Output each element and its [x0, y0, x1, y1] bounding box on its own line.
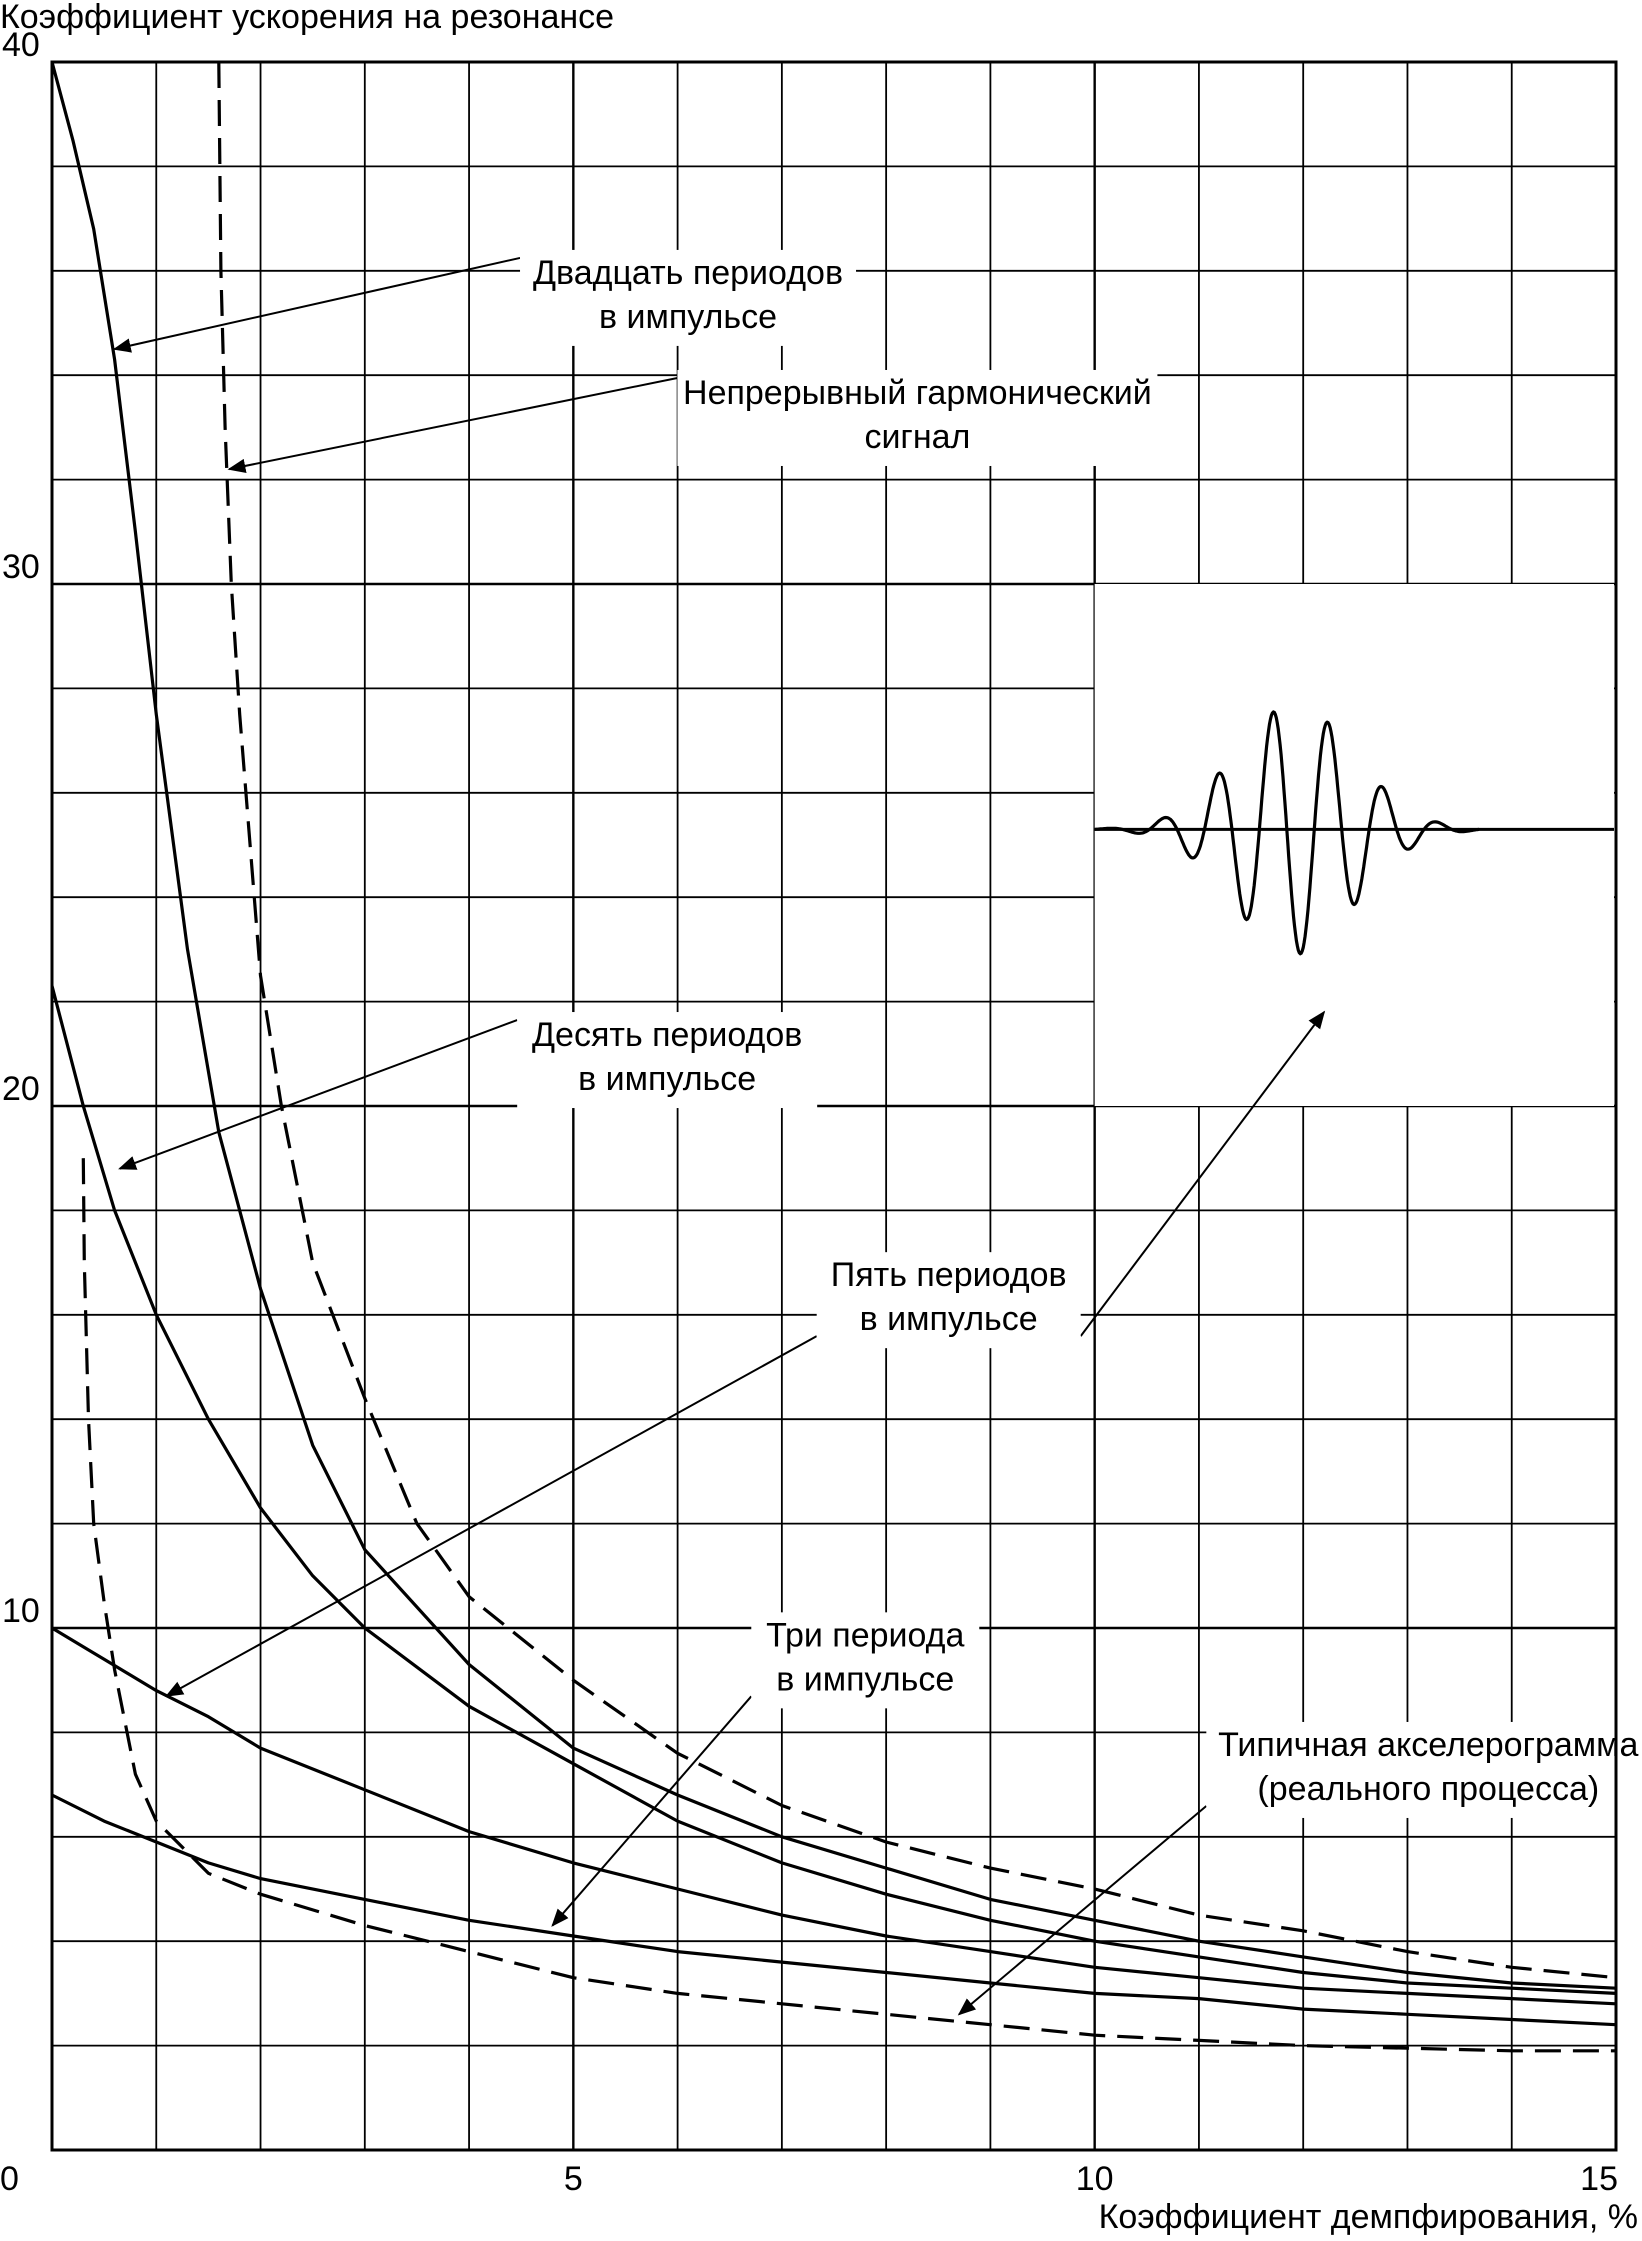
annotation-label: Типичная акселерограмма: [1218, 1725, 1639, 1764]
y-tick-label: 40: [2, 26, 40, 64]
inset-waveform: [1095, 584, 1614, 1106]
x-axis-label: Коэффициент демпфирования, %: [1098, 2198, 1638, 2236]
annotation-label: (реального процесса): [1257, 1769, 1600, 1808]
annotation-label: сигнал: [864, 417, 971, 456]
annotation-label: в импульсе: [578, 1060, 757, 1099]
x-tick-label: 10: [1075, 2160, 1114, 2198]
annotation-label: Три периода: [766, 1616, 965, 1655]
annotation-label: Двадцать периодов: [533, 253, 844, 292]
y-tick-label: 10: [2, 1592, 40, 1630]
y-tick-label: 20: [2, 1070, 40, 1108]
annotation-label: Пять периодов: [830, 1256, 1067, 1295]
x-tick-label: 15: [1580, 2160, 1618, 2198]
y-axis-label: Коэффициент ускорения на резонансе: [0, 0, 615, 36]
inset-box: [1095, 584, 1614, 1106]
annotation-label: в импульсе: [776, 1660, 955, 1699]
x-tick-label: 5: [563, 2160, 583, 2198]
annotation-label: в импульсе: [859, 1300, 1038, 1339]
annotation-label: в импульсе: [599, 297, 778, 336]
x-tick-label: 0: [0, 2160, 19, 2198]
y-tick-label: 30: [2, 548, 40, 586]
annotation-label: Непрерывный гармонический: [683, 373, 1152, 412]
annotation-label: Десять периодов: [532, 1016, 803, 1055]
